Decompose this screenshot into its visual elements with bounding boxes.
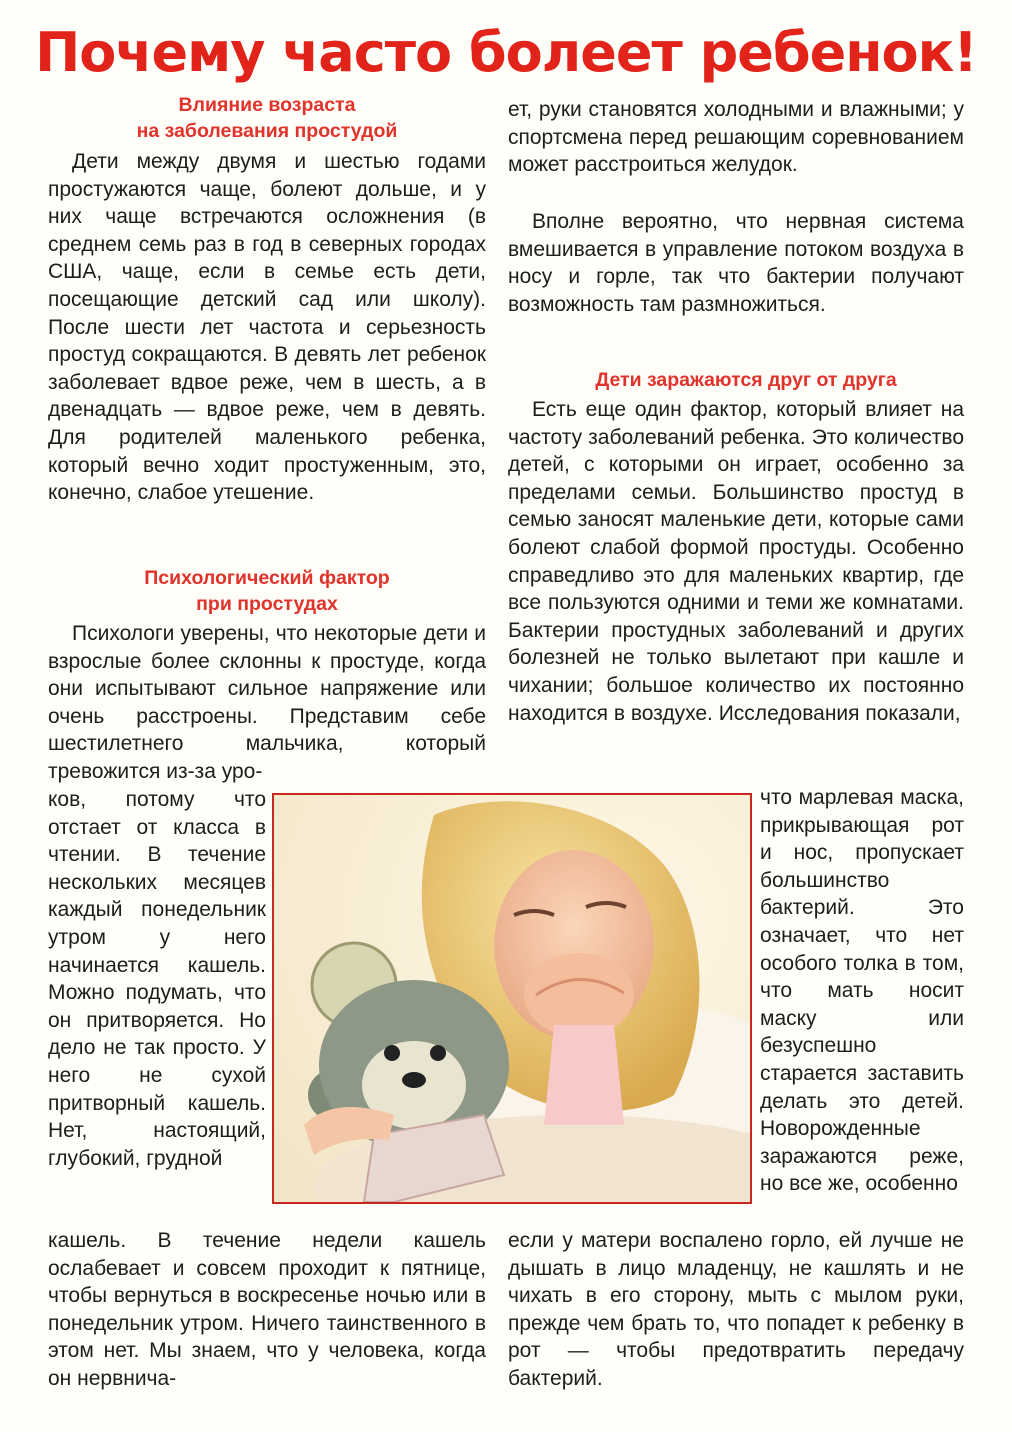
paragraph-psychology-bottom: кашель. В течение недели кашель ослабевает и совсем проходит к пятнице, чтобы вернуться в воскресенье ночью или в понедельник утром. Ничего таинственного в этом нет. Мы знаем, что у человека, когда он нервнича-: [48, 1229, 486, 1390]
paragraph-psychology: Психологи уверены, что некоторые дети и взрослые более склонны к простуде, когда они испытывают сильное напряжение или очень расстроены. Представим себе шестилетнего мальчика, который тревожится из-за уро-: [48, 622, 486, 783]
heading-line: Психологический фактор: [144, 567, 390, 589]
paragraph-contagion: Есть еще один фактор, который влияет на частоту заболеваний ребенка. Это количество детей, с которыми он играет, особенно за пределами семьи. Большинство простуд в семью заносят маленькие дети, которые сами болеют слабой формой простуды. Особенно справедливо это для маленьких квартир, где все пользуются одними и теми же комнатами. Бактерии простудных заболеваний и других болезней не только вылетают при кашле и чихании; большое количество их постоянно находится в воздухе. Исследования показали,: [508, 398, 964, 725]
article-title: Почему часто болеет ребенок!: [35, 21, 977, 84]
paragraph-age: Дети между двумя и шестью годами простужаются чаще, болеют дольше, и у них чаще встречаются осложнения (в среднем семь раз в год в северных городах США, чаще, если в семье есть дети, посещающие детский сад или школу). После шести лет частота и серьезность простуд сокращаются. В девять лет ребенок заболевает вдвое реже, чем в шесть, а в двенадцать — вдвое реже, чем в девять. Для родителей маленького ребенка, который вечно ходит простуженным, это, конечно, слабое утешение.: [48, 150, 486, 505]
photo-sick-child: [272, 793, 752, 1204]
heading-line: Влияние возраста: [178, 94, 356, 116]
heading-line: на заболевания простудой: [136, 120, 398, 142]
photo-illustration: [274, 795, 750, 1202]
paragraph-contagion-narrow: что марлевая маска, прикрывающая рот и нос, пропускает большинство бактерий. Это означает, что нет особого толка в том, что мать носит маску или безуспешно старается заставить делать это детей. Новорожденные заражаются реже, но все же, особенно: [760, 786, 964, 1196]
paragraph-psychology-narrow: ков, потому что отстает от класса в чтении. В течение нескольких месяцев каждый понедельник утром у него начинается кашель. Можно подумать, что он притворяется. Но дело не так просто. У него не сухой притворный кашель. Нет, настоящий, глубокий, грудной: [48, 788, 266, 1170]
section-heading-contagion: Дети заражаются друг от друга: [595, 369, 897, 391]
paragraph-contagion-bottom: если у матери воспалено горло, ей лучше не дышать в лицо младенцу, не кашлять и не чихать в его сторону, мыть с мылом руки, прежде чем брать то, что попадет к ребенку в рот — чтобы предотвратить передачу бактерий.: [508, 1229, 964, 1390]
section-heading-age: [48, 92, 486, 144]
paragraph-nervous-system: Вполне вероятно, что нервная система вмешивается в управление потоком воздуха в носу и горле, так что бактерии получают возможность там размножиться.: [508, 210, 964, 316]
section-heading-psychology: [48, 565, 486, 617]
heading-line: при простудах: [196, 593, 338, 615]
paragraph-psychology-continued: ет, руки становятся холодными и влажными; у спортсмена перед решающим соревнованием может расстроиться желудок.: [508, 98, 964, 177]
